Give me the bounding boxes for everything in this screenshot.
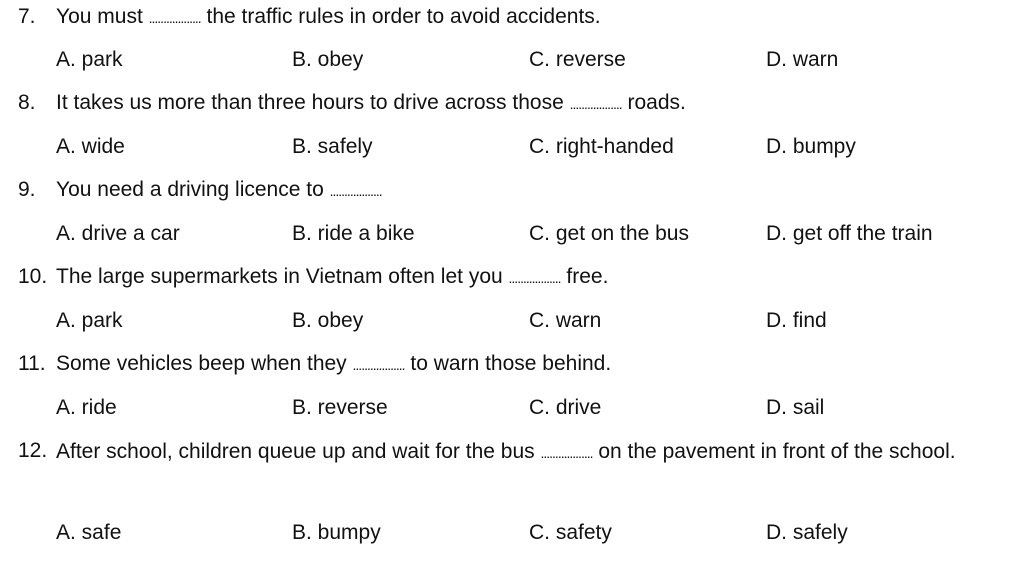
- question-11: [18, 347, 1008, 382]
- question-number: 10.: [18, 265, 48, 288]
- answer-blank: ..................: [148, 10, 201, 26]
- option-a: A. park: [56, 309, 123, 332]
- question-number: 9.: [18, 178, 36, 201]
- question-text-before: Some vehicles beep when they: [56, 352, 347, 375]
- question-number: 8.: [18, 91, 36, 114]
- option-d: D. bumpy: [766, 135, 856, 158]
- option-b: B. obey: [292, 48, 364, 71]
- option-a: A. drive a car: [56, 222, 180, 245]
- option-d: D. safely: [766, 521, 848, 544]
- answer-blank: ..................: [352, 357, 405, 373]
- option-c: C. reverse: [529, 48, 626, 71]
- option-d: D. get off the train: [766, 222, 933, 245]
- answer-blank: ..................: [508, 270, 561, 286]
- option-c: C. get on the bus: [529, 222, 689, 245]
- question-text: [56, 434, 991, 471]
- question-number: 12.: [18, 439, 48, 462]
- option-b: B. safely: [292, 135, 373, 158]
- option-b: B. reverse: [292, 396, 388, 419]
- question-text-before: You need a driving licence to: [56, 178, 324, 201]
- question-text-before: The large supermarkets in Vietnam often let you: [56, 265, 503, 288]
- option-c: C. safety: [529, 521, 612, 544]
- option-c: C. right-handed: [529, 135, 674, 158]
- question-text-after: roads.: [627, 91, 686, 114]
- question-text-before: You must: [56, 5, 143, 28]
- option-a: A. ride: [56, 396, 117, 419]
- question-number: 7.: [18, 5, 36, 28]
- option-d: D. warn: [766, 48, 839, 71]
- question-number: 11.: [18, 352, 46, 375]
- question-text-before: After school, children queue up and wait for the bus: [56, 440, 535, 463]
- question-text-after: to warn those behind.: [410, 352, 612, 375]
- question-text-after: the traffic rules in order to avoid accidents.: [206, 5, 601, 28]
- option-b: B. bumpy: [292, 521, 381, 544]
- option-a: A. park: [56, 48, 123, 71]
- question-text-after: free.: [566, 265, 609, 288]
- option-c: C. warn: [529, 309, 602, 332]
- option-c: C. drive: [529, 396, 602, 419]
- question-8: [18, 86, 1008, 121]
- option-a: A. safe: [56, 521, 122, 544]
- option-a: A. wide: [56, 135, 125, 158]
- question-10: [18, 260, 1008, 295]
- option-b: B. ride a bike: [292, 222, 415, 245]
- answer-blank: ..................: [329, 183, 382, 199]
- question-7: [18, 0, 1008, 35]
- option-b: B. obey: [292, 309, 364, 332]
- question-12: [18, 434, 1008, 471]
- question-text-before: It takes us more than three hours to drive across those: [56, 91, 564, 114]
- answer-blank: ..................: [540, 445, 593, 461]
- option-d: D. sail: [766, 396, 825, 419]
- question-9: [18, 173, 1008, 208]
- option-d: D. find: [766, 309, 827, 332]
- answer-blank: ..................: [569, 96, 622, 112]
- question-text-after: on the pavement in front of the school.: [598, 440, 956, 463]
